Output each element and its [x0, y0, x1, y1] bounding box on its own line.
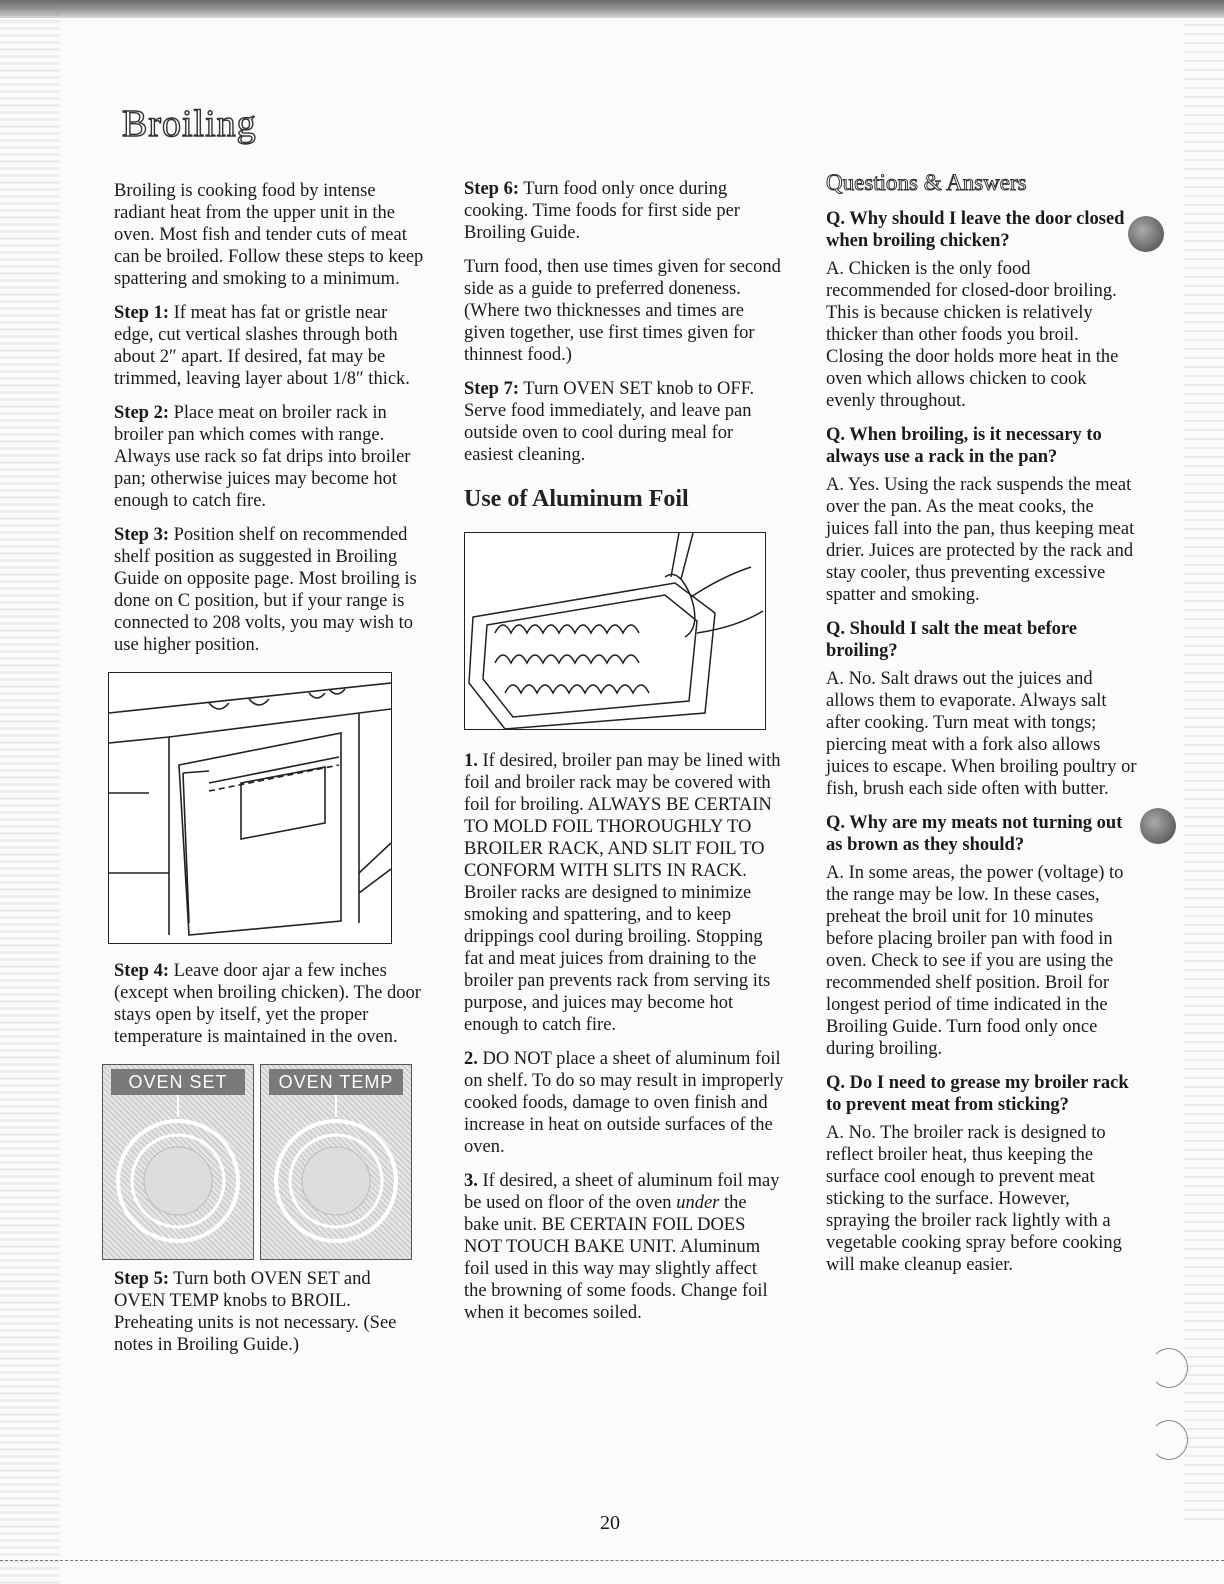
step-label: Step 7:	[464, 379, 519, 399]
item-number: 3.	[464, 1171, 478, 1191]
step-text: Turn food only once during cooking. Time foods for first side per Broiling Guide.	[464, 179, 740, 243]
oven-door-ajar-illustration	[108, 672, 392, 944]
step-5	[114, 1268, 424, 1356]
answer: A. Yes. Using the rack suspends the meat over the pan. As the meat cooks, the juices fall into the pan, thus keeping meat drier. Juices are protected by the rack and stay cooler, thus preventing excessive spatter and smoking.	[826, 475, 1135, 605]
step-1	[114, 302, 424, 390]
dial-icon	[103, 1065, 253, 1259]
step-6-continued: Turn food, then use times given for second side as a guide to preferred doneness. (Where two thicknesses and times are given together, use first times given for thinnest food.)	[464, 257, 781, 365]
step-7	[464, 378, 784, 466]
broiler-pan-icon	[465, 533, 765, 729]
foil-section-heading: Use of Aluminum Foil	[464, 486, 689, 512]
step-3	[114, 524, 424, 656]
question: Q. When broiling, is it necessary to always use a rack in the pan?	[826, 425, 1102, 467]
control-knobs-figure	[102, 1064, 424, 1260]
item-text: If desired, broiler pan may be lined with foil and broiler rack may be covered with foil for broiling. ALWAYS BE CERTAIN TO MOLD FOIL THOROUGHLY TO BROILER RACK, AND SLIT FOIL TO CONFORM WITH SLITS IN RACK. Broiler racks are designed to minimize smoking and spattering, and to keep drippings cool during broiling. Stopping fat and meat juices from draining to the broiler pan prevents rack from serving its purpose, and juices may become hot enough to catch fire.	[464, 751, 781, 1035]
question: Q. Why are my meats not turning out as brown as they should?	[826, 813, 1123, 855]
step-text: Turn both OVEN SET and OVEN TEMP knobs to BROIL. Preheating units is not necessary. (See notes in Broiling Guide.)	[114, 1269, 397, 1355]
scan-left-edge	[0, 0, 60, 1584]
item-text: DO NOT place a sheet of aluminum foil on shelf. To do so may result in improperly cooked foods, damage to oven finish and increase in heat on outside surfaces of the oven.	[464, 1049, 784, 1157]
answer: A. In some areas, the power (voltage) to the range may be low. In these cases, preheat the broil unit for 10 minutes before placing broiler pan with food in oven. Check to see if you are using the recommended shelf position. Broil for longest period of time indicated in the Broiling Guide. Turn food only once during broiling.	[826, 863, 1124, 1059]
step-4	[114, 960, 424, 1048]
question: Q. Do I need to grease my broiler rack to prevent meat from sticking?	[826, 1073, 1129, 1115]
step-text: Position shelf on recommended shelf position as suggested in Broiling Guide on opposite page. Most broiling is done on C position, but if your range is connected to 208 volts, you may wish to use higher position.	[114, 525, 417, 655]
step-label: Step 5:	[114, 1269, 169, 1289]
step-text: If meat has fat or gristle near edge, cut vertical slashes through both about 2″ apart. If desired, fat may be trimmed, leaving layer about 1/8″ thick.	[114, 303, 410, 389]
scan-bottom-line	[0, 1560, 1224, 1562]
dial-icon	[261, 1065, 411, 1259]
oven-temp-knob	[260, 1064, 412, 1260]
qa-heading: Questions & Answers	[826, 170, 1027, 195]
question: Q. Why should I leave the door closed when broiling chicken?	[826, 209, 1125, 251]
item-text: If desired, a sheet of aluminum foil may be used on floor of the oven	[464, 1171, 780, 1213]
step-label: Step 1:	[114, 303, 169, 323]
oven-set-knob	[102, 1064, 254, 1260]
binder-ring-icon	[1150, 1420, 1188, 1460]
binder-hole-icon	[1140, 808, 1176, 844]
step-label: Step 2:	[114, 403, 169, 423]
item-emphasis: under	[676, 1193, 720, 1213]
foil-item-2	[464, 1048, 784, 1158]
step-6	[464, 178, 784, 244]
answer: A. No. The broiler rack is designed to reflect broiler heat, thus keeping the surface cool enough to prevent meat sticking to the surface. However, spraying the broiler rack lightly with a vegetable cooking spray before cooking will make cleanup easier.	[826, 1123, 1122, 1275]
step-text: Leave door ajar a few inches (except when broiling chicken). The door stays open by itself, yet the proper temperature is maintained in the oven.	[114, 961, 421, 1047]
binder-ring-icon	[1150, 1348, 1188, 1388]
item-number: 2.	[464, 1049, 478, 1069]
step-text: Place meat on broiler rack in broiler pan which comes with range. Always use rack so fat drips into broiler pan; otherwise juices may become hot enough to catch fire.	[114, 403, 411, 511]
foil-item-3	[464, 1170, 784, 1324]
oven-illustration-icon	[109, 673, 391, 943]
item-text: the bake unit. BE CERTAIN FOIL DOES NOT TOUCH BAKE UNIT. Aluminum foil used in this way may slightly affect the browning of some foods. Change foil when it becomes soiled.	[464, 1193, 768, 1323]
step-label: Step 3:	[114, 525, 169, 545]
knob-label: OVEN TEMP	[269, 1069, 403, 1095]
page-title: Broiling	[122, 103, 257, 145]
foil-item-1	[464, 750, 784, 1036]
step-label: Step 6:	[464, 179, 519, 199]
step-2	[114, 402, 424, 512]
step-text: Turn OVEN SET knob to OFF. Serve food immediately, and leave pan outside oven to cool during meal for easiest cleaning.	[464, 379, 755, 465]
page-number: 20	[600, 1512, 620, 1534]
column-left	[114, 180, 424, 1368]
scan-top-edge	[0, 0, 1224, 18]
intro-paragraph: Broiling is cooking food by intense radiant heat from the upper unit in the oven. Most fish and tender cuts of meat can be broiled. Follow these steps to keep spattering and smoking to a minimum.	[114, 181, 424, 289]
step-label: Step 4:	[114, 961, 169, 981]
column-middle	[464, 178, 784, 1336]
scan-right-edge	[1184, 20, 1224, 1520]
foil-pan-illustration	[464, 532, 766, 730]
knob-label: OVEN SET	[111, 1069, 245, 1095]
column-right	[826, 172, 1138, 1288]
item-number: 1.	[464, 751, 478, 771]
question: Q. Should I salt the meat before broiling?	[826, 619, 1077, 661]
answer: A. No. Salt draws out the juices and allows them to evaporate. Always salt after cooking. Turn meat with tongs; piercing meat with a fork also allows juices to escape. When broiling poultry or fish, brush each side often with butter.	[826, 669, 1137, 799]
answer: A. Chicken is the only food recommended for closed-door broiling. This is because chicken is relatively thicker than other foods you broil. Closing the door holds more heat in the oven which allows chicken to cook evenly throughout.	[826, 259, 1119, 411]
